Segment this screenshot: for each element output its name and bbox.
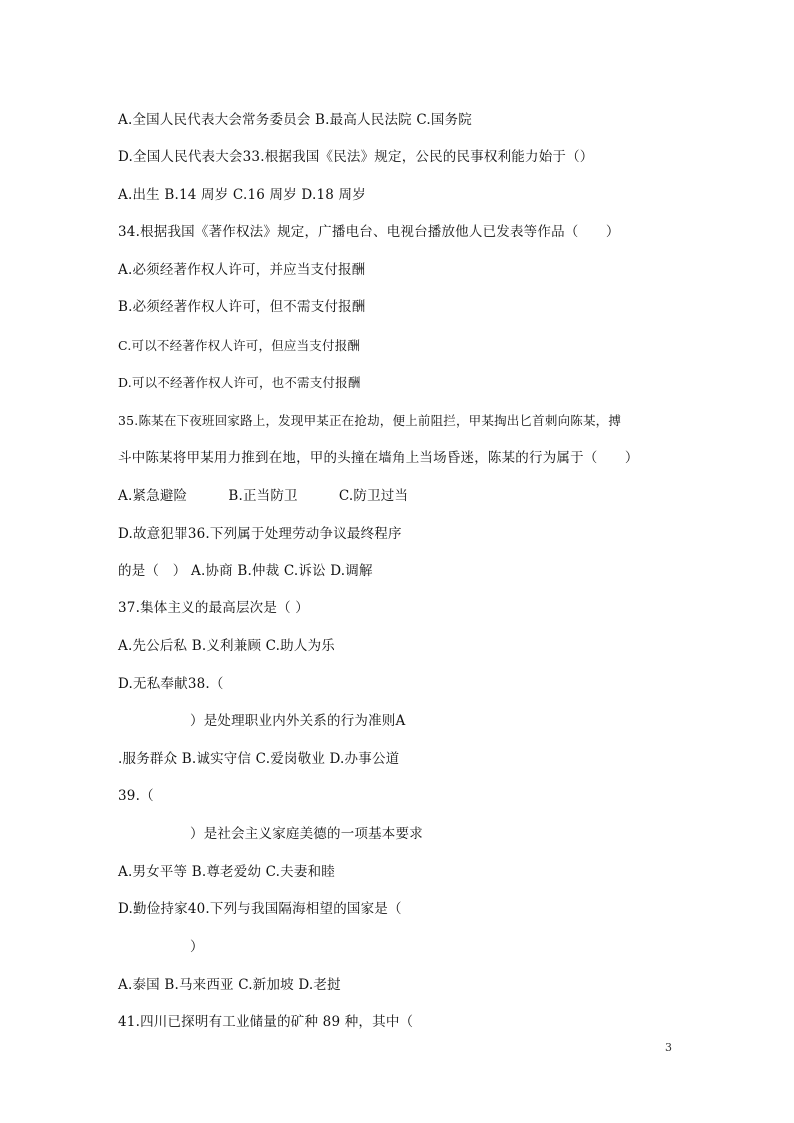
text-line: A.出生 B.14 周岁 C.16 周岁 D.18 周岁 [118,187,366,203]
text-line: D.故意犯罪36.下列属于处理劳动争议最终程序 [118,526,402,542]
text-line: 34.根据我国《著作权法》规定，广播电台、电视台播放他人已发表等作品（ ） [118,224,620,240]
text-line: 35.陈某在下夜班回家路上，发现甲某正在抢劫，便上前阻拦，甲某掏出匕首刺向陈某，搏 [118,413,622,428]
page-number: 3 [665,1041,672,1054]
text-line: ）是处理职业内外关系的行为准则A [190,713,406,729]
text-line: ）是社会主义家庭美德的一项基本要求 [190,826,423,842]
text-line: A.全国人民代表大会常务委员会 B.最高人民法院 C.国务院 [118,112,472,128]
text-line: A.紧急避险 B.正当防卫 C.防卫过当 [118,488,409,504]
text-line: D.可以不经著作权人许可，也不需支付报酬 [118,375,361,390]
text-line: D.全国人民代表大会33.根据我国《民法》规定，公民的民事权利能力始于（） [118,149,594,165]
text-line: D.勤俭持家40.下列与我国隔海相望的国家是（ [118,901,402,917]
text-line: 39.（ [118,788,154,804]
text-line: A.先公后私 B.义利兼顾 C.助人为乐 [118,638,335,654]
text-line: 41.四川已探明有工业储量的矿种 89 种，其中（ [118,1014,414,1030]
text-line: B.必须经著作权人许可，但不需支付报酬 [118,299,366,315]
text-line: 的是（ ） A.协商 B.仲裁 C.诉讼 D.调解 [118,563,373,579]
text-line: ） [190,939,204,955]
text-line: .服务群众 B.诚实守信 C.爱岗敬业 D.办事公道 [118,751,400,767]
text-line: C.可以不经著作权人许可，但应当支付报酬 [118,338,361,353]
text-line: 37.集体主义的最高层次是（ ） [118,600,309,616]
text-line: A.男女平等 B.尊老爱幼 C.夫妻和睦 [118,864,335,880]
text-line: D.无私奉献38.（ [118,676,224,692]
text-line: A.必须经著作权人许可，并应当支付报酬 [118,262,366,278]
text-line: A.泰国 B.马来西亚 C.新加坡 D.老挝 [118,977,341,993]
text-line: 斗中陈某将甲某用力推到在地，甲的头撞在墙角上当场昏迷，陈某的行为属于（ ） [118,450,639,466]
